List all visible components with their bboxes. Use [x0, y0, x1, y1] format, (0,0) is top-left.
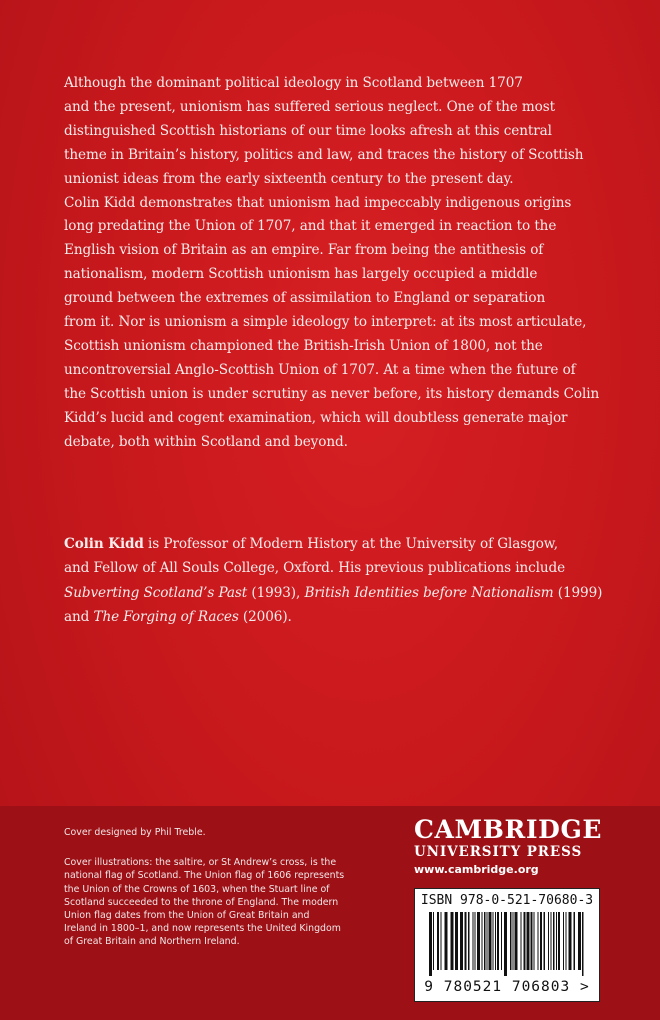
- barcode-bar: [465, 912, 467, 970]
- barcode-bar: [493, 912, 494, 970]
- cover-illustration-note: [64, 856, 394, 948]
- barcode-bar: [477, 912, 480, 970]
- barcode-bar: [468, 912, 470, 970]
- bio-line-3: Subverting Scotland’s Past (1993), British Identities before Nationalism (1999): [64, 584, 603, 601]
- barcode-bar: [582, 912, 584, 976]
- barcode: [414, 888, 600, 1002]
- barcode-bar: [538, 912, 539, 970]
- barcode-bar: [527, 912, 530, 970]
- blurb-line: from it. Nor is unionism a simple ideology to interpret: at its most articulate,: [64, 314, 587, 331]
- book-title: Subverting Scotland’s Past: [64, 584, 248, 601]
- barcode-bar: [553, 912, 555, 970]
- illustration-note-line: Scotland succeeded to the throne of England. The modern: [64, 896, 339, 908]
- barcode-bar: [513, 912, 514, 970]
- publisher-logo: [414, 816, 604, 876]
- barcode-bar: [521, 912, 522, 970]
- barcode-number: 9 780521 706803 >: [424, 979, 590, 995]
- barcode-bar: [563, 912, 564, 970]
- blurb-line: distinguished Scottish historians of our time looks afresh at this central: [64, 122, 552, 139]
- blurb-line: nationalism, modern Scottish unionism has largely occupied a middle: [64, 266, 538, 283]
- barcode-bar: [489, 912, 492, 970]
- barcode-bar: [433, 912, 434, 970]
- barcode-bar: [566, 912, 567, 970]
- blurb-line: uncontroversial Anglo-Scottish Union of 1707. At a time when the future of: [64, 361, 576, 378]
- illustration-note-line: Union flag dates from the Union of Great Britain and: [64, 910, 310, 922]
- publisher-url[interactable]: www.cambridge.org: [414, 863, 539, 876]
- barcode-bar: [473, 912, 474, 970]
- publisher-name: CAMBRIDGE: [414, 815, 603, 844]
- barcode-bar: [501, 912, 502, 970]
- barcode-bar: [451, 912, 454, 970]
- illustration-note-line: Ireland in 1800–1, and now represents the United Kingdom: [64, 923, 341, 935]
- barcode-bar: [455, 912, 458, 970]
- barcode-bar: [540, 912, 542, 970]
- barcode-bar: [460, 912, 463, 970]
- illustration-note-line: the Union of the Crowns of 1603, when the Stuart line of: [64, 883, 330, 895]
- barcode-bar: [482, 912, 483, 970]
- barcode-bar: [484, 912, 486, 970]
- blurb-line: long predating the Union of 1707, and that it emerged in reaction to the: [64, 218, 557, 235]
- isbn-label: ISBN 978-0-521-70680-3: [420, 893, 594, 908]
- barcode-bar: [578, 912, 581, 970]
- blurb-line: Kidd’s lucid and cogent examination, which will doubtless generate major: [64, 409, 568, 426]
- cover-credits: [64, 826, 394, 949]
- author-name: Colin Kidd: [64, 536, 144, 552]
- barcode-bar: [445, 912, 448, 970]
- blurb-line: and the present, unionism has suffered serious neglect. One of the most: [64, 98, 555, 115]
- book-title: British Identities before Nationalism: [304, 584, 554, 601]
- author-bio: [64, 532, 624, 630]
- blurb-line: Although the dominant political ideology in Scotland between 1707: [64, 75, 523, 91]
- barcode-bar: [556, 912, 557, 970]
- barcode-bar: [487, 912, 488, 970]
- cover-designer: Cover designed by Phil Treble.: [64, 827, 206, 838]
- barcode-bar: [551, 912, 552, 970]
- barcode-bar: [437, 912, 439, 970]
- barcode-bar: [524, 912, 526, 970]
- barcode-bar: [495, 912, 496, 970]
- barcode-bar: [429, 912, 432, 976]
- blurb-text: [64, 72, 624, 455]
- barcode-bar: [510, 912, 512, 970]
- barcode-bar: [441, 912, 442, 970]
- blurb-line: debate, both within Scotland and beyond.: [64, 433, 348, 450]
- blurb-line: Colin Kidd demonstrates that unionism had impeccably indigenous origins: [64, 194, 572, 211]
- barcode-bars: [425, 912, 589, 976]
- bio-line-1: Colin Kidd is Professor of Modern History at the University of Glasgow,: [64, 536, 558, 552]
- bio-line-4: and The Forging of Races (2006).: [64, 609, 292, 626]
- barcode-bar: [515, 912, 518, 970]
- footer-band: [0, 806, 660, 1020]
- blurb-line: ground between the extremes of assimilation to England or separation: [64, 290, 546, 307]
- barcode-bar: [475, 912, 476, 970]
- blurb-line: Scottish unionism championed the British-Irish Union of 1800, not the: [64, 337, 543, 354]
- barcode-bar: [558, 912, 560, 970]
- barcode-bar: [548, 912, 549, 970]
- illustration-note-line: of Great Britain and Northern Ireland.: [64, 936, 240, 948]
- illustration-note-line: national flag of Scotland. The Union flag of 1606 represents: [64, 870, 345, 882]
- blurb-line: theme in Britain’s history, politics and law, and traces the history of Scottish: [64, 146, 584, 163]
- blurb-line: unionist ideas from the early sixteenth century to the present day.: [64, 170, 514, 187]
- barcode-bar: [534, 912, 535, 970]
- blurb-line: English vision of Britain as an empire. Far from being the antithesis of: [64, 242, 544, 259]
- illustration-note-line: Cover illustrations: the saltire, or St Andrew’s cross, is the: [64, 857, 337, 869]
- blurb-line: the Scottish union is under scrutiny as never before, its history demands Colin: [64, 385, 600, 402]
- bio-line-2: and Fellow of All Souls College, Oxford. His previous publications include: [64, 560, 566, 577]
- barcode-bar: [497, 912, 499, 970]
- barcode-bar: [569, 912, 572, 970]
- publisher-subtitle: UNIVERSITY PRESS: [414, 844, 583, 860]
- barcode-bar: [531, 912, 533, 970]
- barcode-bar: [504, 912, 507, 976]
- barcode-bar: [544, 912, 546, 970]
- book-title: The Forging of Races: [93, 609, 239, 626]
- barcode-bar: [574, 912, 576, 970]
